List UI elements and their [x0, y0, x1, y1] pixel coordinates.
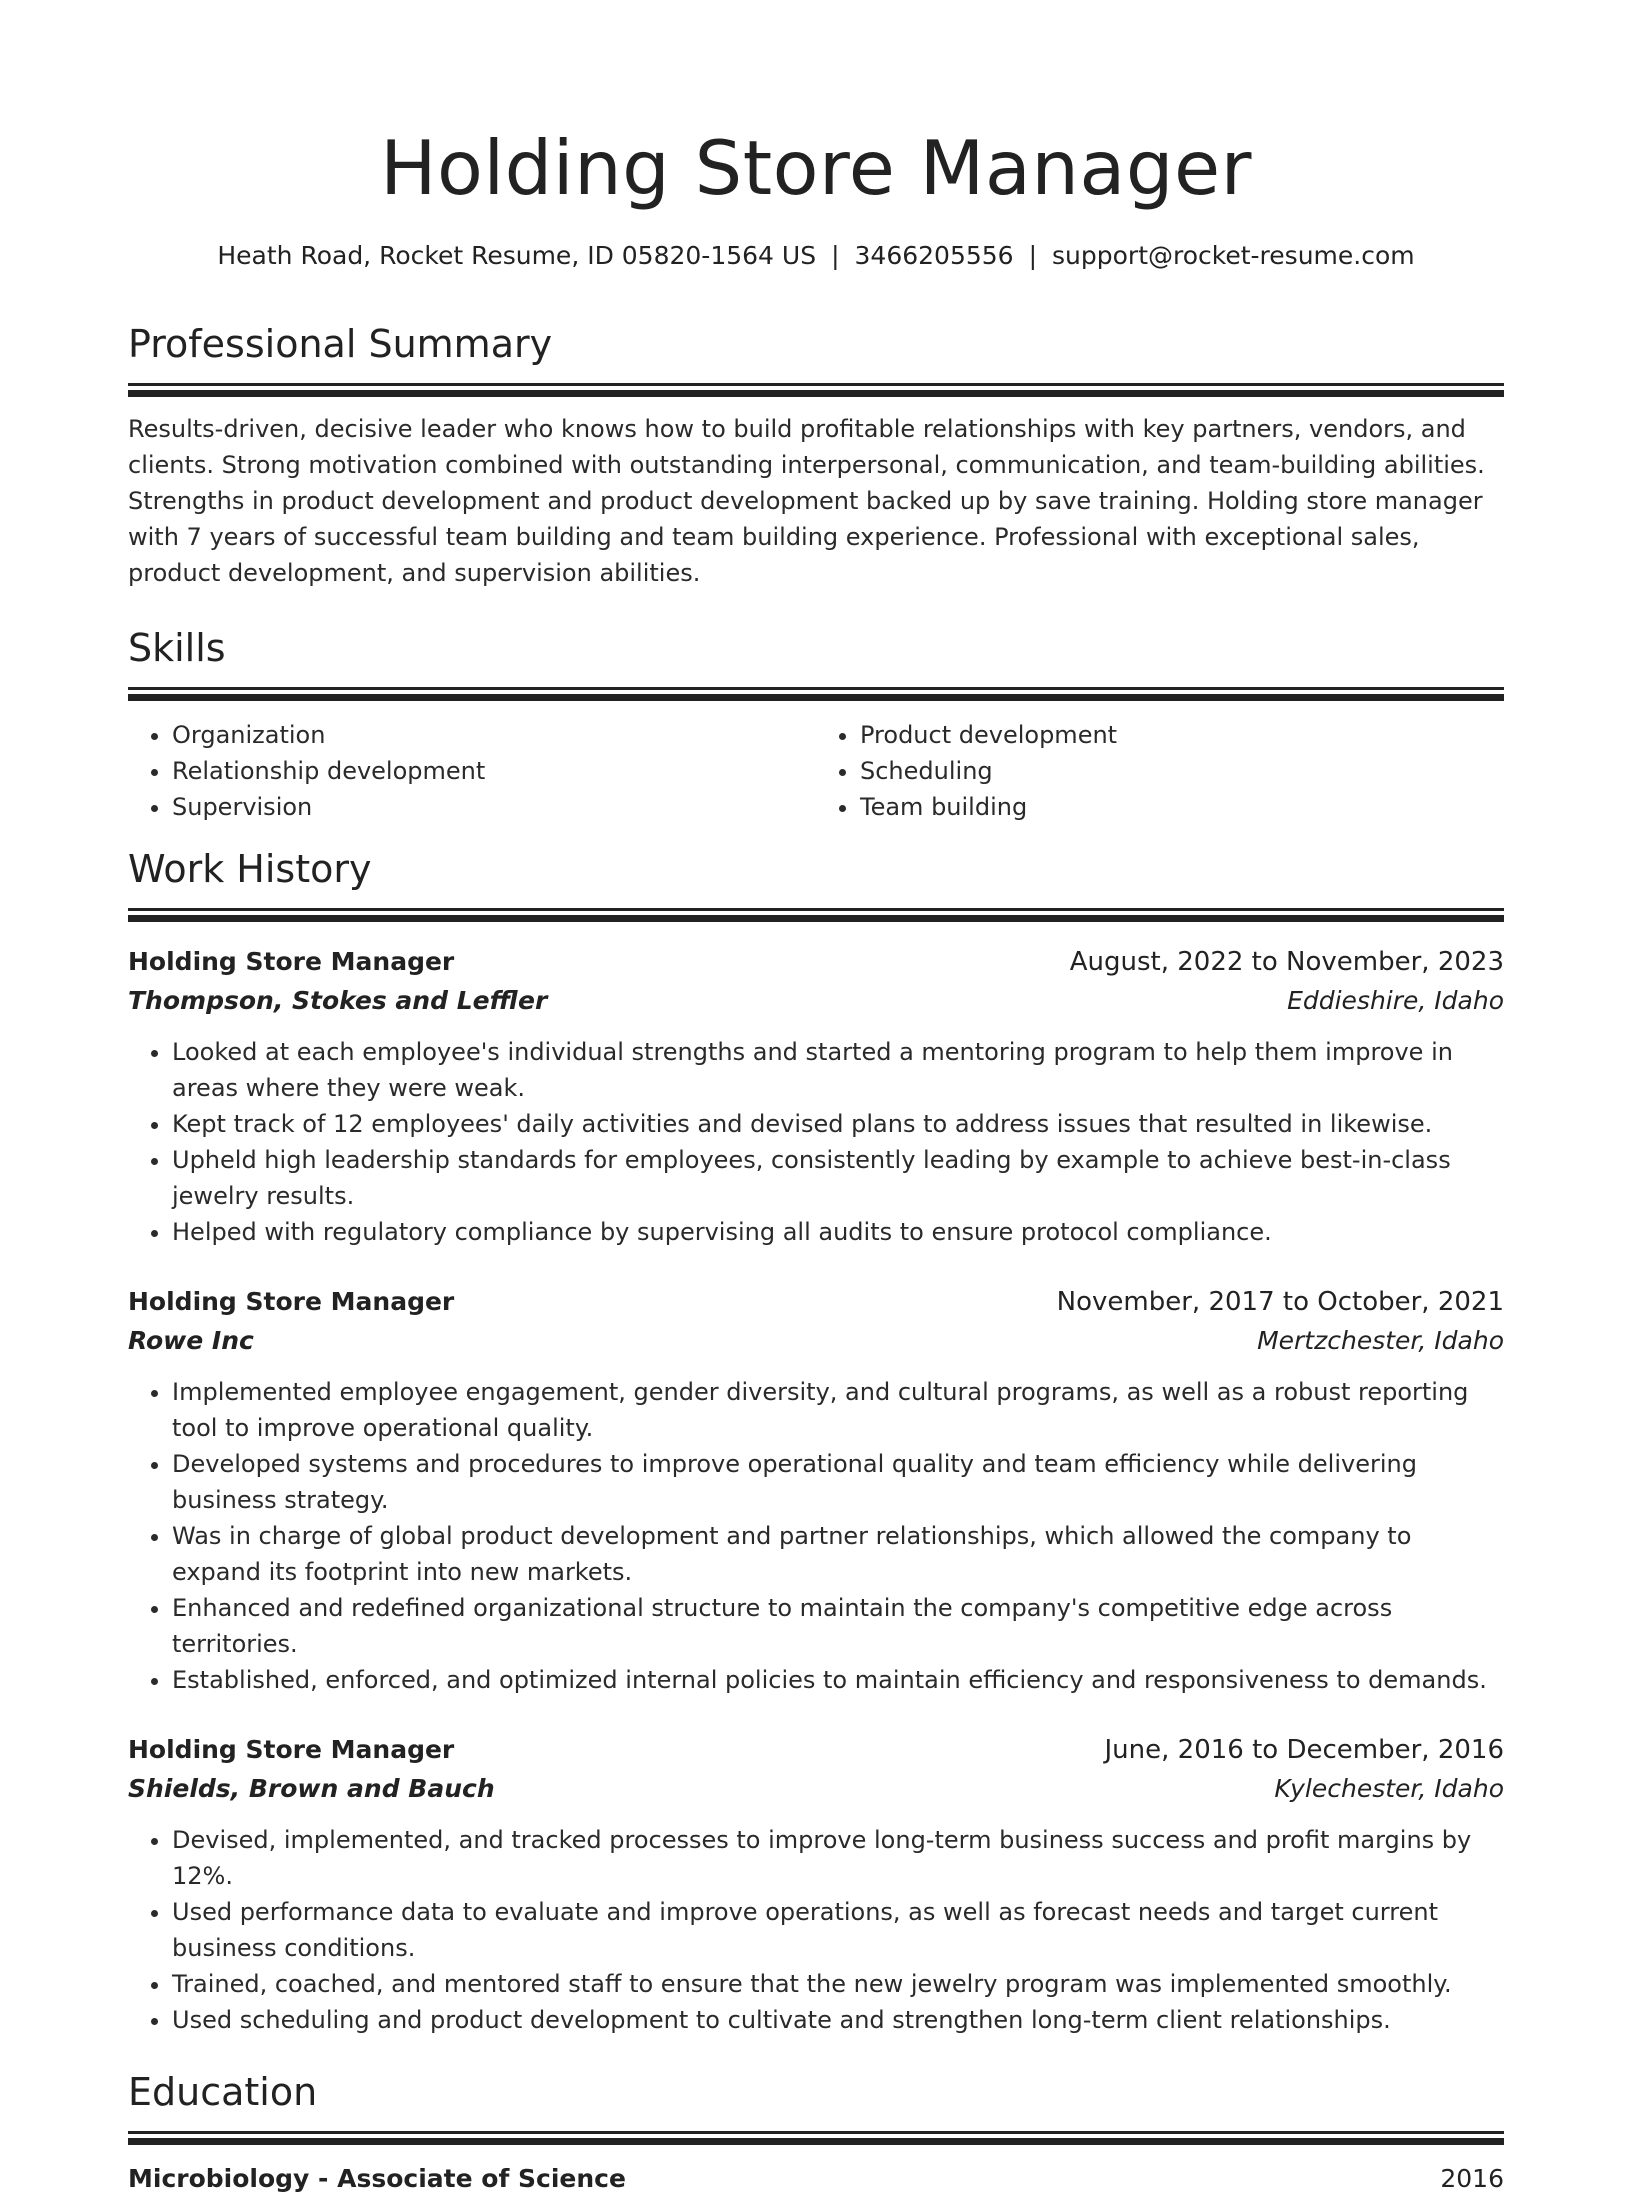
section-divider — [128, 2138, 1504, 2145]
contact-address: Heath Road, Rocket Resume, ID 05820-1564 US — [217, 241, 817, 270]
skill-item: • Team building — [860, 789, 1504, 825]
professional-summary-section — [128, 320, 1504, 591]
job-company-row — [128, 982, 1504, 1020]
job-dates: August, 2022 to November, 2023 — [1069, 947, 1504, 977]
job-company: Shields, Brown and Bauch — [128, 1774, 495, 1803]
skills-list-right — [816, 717, 1504, 825]
job-bullets — [128, 1034, 1504, 1250]
job-dates: June, 2016 to December, 2016 — [1104, 1735, 1504, 1765]
contact-phone: 3466205556 — [854, 241, 1014, 270]
section-title-education: Education — [128, 2070, 318, 2114]
skills-list-left — [128, 717, 816, 825]
job-company: Thompson, Stokes and Leffler — [128, 986, 548, 1015]
job-bullets — [128, 1822, 1504, 2038]
job-location: Eddieshire, Idaho — [1287, 986, 1504, 1015]
job-bullet: • Used performance data to evaluate and improve operations, as well as forecast needs and target current business conditions. — [172, 1894, 1504, 1966]
section-divider — [128, 2131, 1504, 2134]
job-bullet: • Used scheduling and product development to cultivate and strengthen long-term client relationships. — [172, 2002, 1504, 2038]
job-bullet: • Helped with regulatory compliance by supervising all audits to ensure protocol compliance. — [172, 1214, 1504, 1250]
summary-text: Results-driven, decisive leader who knows how to build profitable relationships with key partners, vendors, and clients. Strong motivation combined with outstanding interpersonal, communication, and team-building abilities. Strengths in product development and product development backed up by save training. Holding store manager with 7 years of successful team building and team building experience. Professional with exceptional sales, product development, and supervision abilities. — [128, 415, 1485, 587]
skill-item: • Product development — [860, 717, 1504, 753]
job-bullet: • Looked at each employee's individual strengths and started a mentoring program to help them improve in areas where they were weak. — [172, 1034, 1504, 1106]
job-company-row — [128, 1770, 1504, 1808]
section-divider — [128, 390, 1504, 397]
section-divider — [128, 915, 1504, 922]
work-history-section — [128, 845, 1504, 2038]
job-bullet: • Trained, coached, and mentored staff to ensure that the new jewelry program was implemented smoothly. — [172, 1966, 1504, 2002]
section-divider — [128, 383, 1504, 386]
job-bullet: • Implemented employee engagement, gender diversity, and cultural programs, as well as a robust reporting tool to improve operational quality. — [172, 1374, 1504, 1446]
education-entry — [128, 2161, 1504, 2197]
section-title-summary: Professional Summary — [128, 322, 553, 366]
job-bullet: • Upheld high leadership standards for employees, consistently leading by example to achieve best-in-class jewelry results. — [172, 1142, 1504, 1214]
resume-page — [128, 118, 1504, 2197]
contact-separator: | — [831, 241, 840, 270]
job-location: Mertzchester, Idaho — [1257, 1326, 1504, 1355]
job-title: Holding Store Manager — [128, 1287, 455, 1316]
resume-name: Holding Store Manager — [380, 124, 1252, 212]
job-entry — [128, 942, 1504, 1250]
job-location: Kylechester, Idaho — [1274, 1774, 1504, 1803]
education-degree: Microbiology - Associate of Science — [128, 2164, 626, 2193]
section-title-skills: Skills — [128, 626, 226, 670]
job-bullets — [128, 1374, 1504, 1698]
skill-item: • Supervision — [172, 789, 816, 825]
job-bullet: • Kept track of 12 employees' daily activities and devised plans to address issues that resulted in likewise. — [172, 1106, 1504, 1142]
job-company: Rowe Inc — [128, 1326, 254, 1355]
contact-separator: | — [1028, 241, 1038, 270]
job-bullet: • Established, enforced, and optimized internal policies to maintain efficiency and responsiveness to demands. — [172, 1662, 1504, 1698]
section-divider — [128, 687, 1504, 690]
section-title-work-history: Work History — [128, 847, 372, 891]
job-header-row — [128, 1730, 1504, 1770]
education-year: 2016 — [1440, 2164, 1504, 2193]
contact-email: support@rocket-resume.com — [1052, 241, 1415, 270]
section-divider — [128, 908, 1504, 911]
job-bullet: • Was in charge of global product development and partner relationships, which allowed the company to expand its footprint into new markets. — [172, 1518, 1504, 1590]
job-header-row — [128, 942, 1504, 982]
job-company-row — [128, 1322, 1504, 1360]
skills-grid — [128, 717, 1504, 825]
job-header-row — [128, 1282, 1504, 1322]
job-bullet: • Devised, implemented, and tracked processes to improve long-term business success and profit margins by 12%. — [172, 1822, 1504, 1894]
job-title: Holding Store Manager — [128, 1735, 455, 1764]
job-entry — [128, 1730, 1504, 2038]
skill-item: • Organization — [172, 717, 816, 753]
job-entry — [128, 1282, 1504, 1698]
contact-line — [128, 238, 1504, 274]
skill-item: • Scheduling — [860, 753, 1504, 789]
job-dates: November, 2017 to October, 2021 — [1056, 1287, 1504, 1317]
skills-section — [128, 624, 1504, 825]
job-bullet: • Developed systems and procedures to improve operational quality and team efficiency while delivering business strategy. — [172, 1446, 1504, 1518]
job-bullet: • Enhanced and redefined organizational structure to maintain the company's competitive edge across territories. — [172, 1590, 1504, 1662]
section-divider — [128, 694, 1504, 701]
education-section — [128, 2068, 1504, 2197]
job-title: Holding Store Manager — [128, 947, 455, 976]
skill-item: • Relationship development — [172, 753, 816, 789]
